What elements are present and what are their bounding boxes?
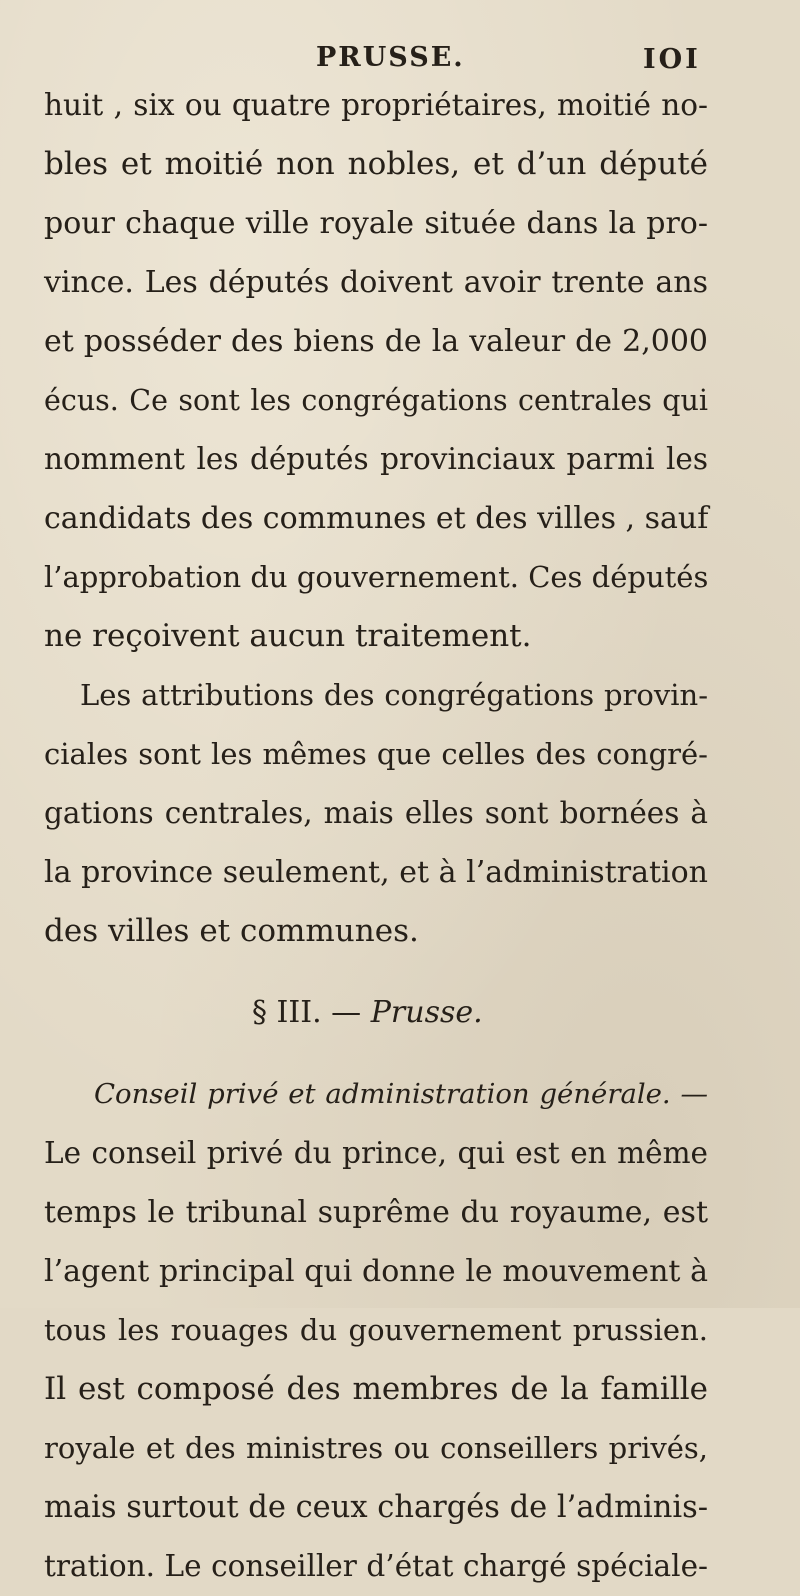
text-line: royale et des ministres ou conseillers privés,: [44, 1431, 708, 1465]
text-line: la province seulement, et à l’administration: [44, 855, 708, 890]
text-line: ne reçoivent aucun traitement.: [44, 618, 532, 654]
text-line: vince. Les députés doivent avoir trente ans: [44, 265, 708, 300]
text-line: mais surtout de ceux chargés de l’adminis-: [44, 1490, 709, 1525]
text-line: Les attributions des congrégations provin-: [80, 678, 708, 712]
section-number: § III. —: [252, 995, 362, 1030]
paragraph-3: [44, 1065, 708, 1596]
text-line: l’agent principal qui donne le mouvement à: [44, 1254, 708, 1289]
body-text: [44, 76, 708, 1596]
text-line: tration. Le conseiller d’état chargé spéciale-: [44, 1549, 708, 1583]
text-line: tous les rouages du gouvernement prussien.: [44, 1313, 708, 1347]
text-line: bles et moitié non nobles, et d’un député: [44, 146, 708, 182]
paragraph-2: [44, 666, 708, 961]
text-line: gations centrales, mais elles sont bornées à: [44, 796, 708, 830]
section-title: Prusse.: [370, 995, 483, 1030]
text-line: temps le tribunal suprême du royaume, est: [44, 1195, 708, 1230]
section-heading: [44, 961, 708, 1065]
italic-lead-line: Conseil privé et administration générale. —: [94, 1078, 708, 1110]
page-number: IOI: [643, 44, 701, 75]
text-line: l’approbation du gouvernement. Ces députés: [44, 560, 709, 594]
paragraph-1: [44, 76, 708, 666]
text-line: Le conseil privé du prince, qui est en même: [44, 1136, 708, 1170]
text-line: et posséder des biens de la valeur de 2,000: [44, 324, 708, 359]
text-line: huit , six ou quatre propriétaires, moitié no-: [44, 88, 708, 122]
running-title: PRUSSE.: [316, 42, 465, 73]
text-line: nomment les députés provinciaux parmi les: [44, 442, 708, 476]
text-line: pour chaque ville royale située dans la pro-: [44, 206, 708, 241]
text-line: candidats des communes et des villes , sauf: [44, 501, 709, 536]
text-line: écus. Ce sont les congrégations centrales qui: [44, 384, 708, 417]
text-line: des villes et communes.: [44, 913, 419, 949]
text-line: Il est composé des membres de la famille: [44, 1371, 708, 1407]
text-line: ciales sont les mêmes que celles des congré-: [44, 737, 708, 771]
